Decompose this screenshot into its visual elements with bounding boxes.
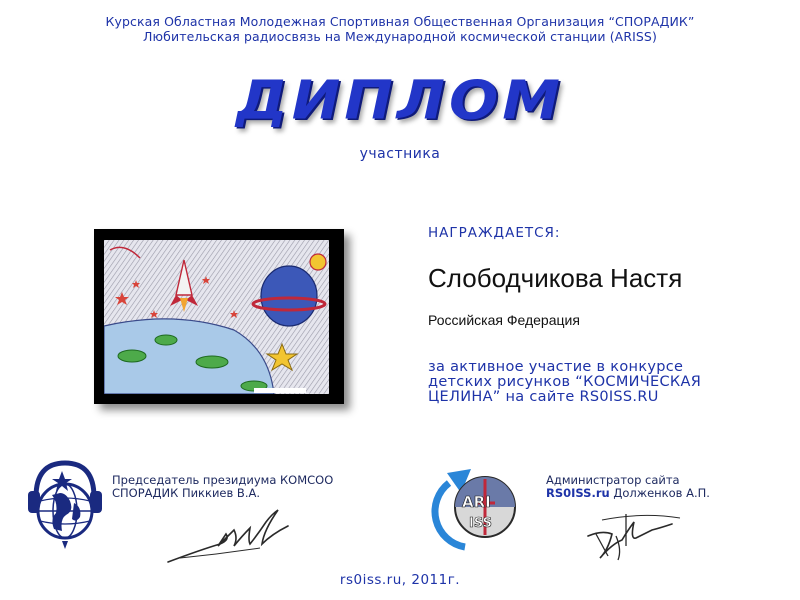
ariss-logo-letters-bottom: ISS [469,516,492,531]
award-reason-line-2: детских рисунков “КОСМИЧЕСКАЯ [428,374,702,390]
right-signatory-site: RS0ISS.ru [546,486,610,500]
right-signature [582,500,692,566]
organization-line-1: Курская Областная Молодежная Спортивная Общественная Организация “СПОРАДИК” [105,14,695,29]
right-signatory-name: Долженков А.П. [609,486,710,500]
left-signatory-line-2: СПОРАДИК Пиккиев В.А. [112,486,261,500]
awardee-country: Российская Федерация [428,312,580,328]
organization-line-2: Любительская радиосвязь на Международной космической станции (ARISS) [143,29,657,44]
ariss-logo [431,463,523,553]
child-drawing-image [104,240,329,394]
award-reason-line-1: за активное участие в конкурсе [428,359,684,375]
right-signatory-line-2 [546,487,710,500]
diploma-subtitle: участника [359,146,441,162]
right-signatory-line-1: Администратор сайта [546,473,680,487]
child-drawing-frame [94,229,344,404]
award-reason-line-3: ЦЕЛИНА” на сайте RS0ISS.RU [428,389,659,405]
left-signature [160,500,310,570]
sporadik-globe-logo [26,457,104,552]
diploma-title: ДИПЛОМ [236,68,564,132]
left-signatory-line-1: Председатель президиума КОМСОО [112,473,334,487]
awardee-name: Слободчикова Настя [428,263,683,293]
awarded-label: НАГРАЖДАЕТСЯ: [428,225,561,241]
ariss-logo-letters-top: ARI [462,493,491,511]
footer-site-year: rs0iss.ru, 2011г. [339,572,461,588]
